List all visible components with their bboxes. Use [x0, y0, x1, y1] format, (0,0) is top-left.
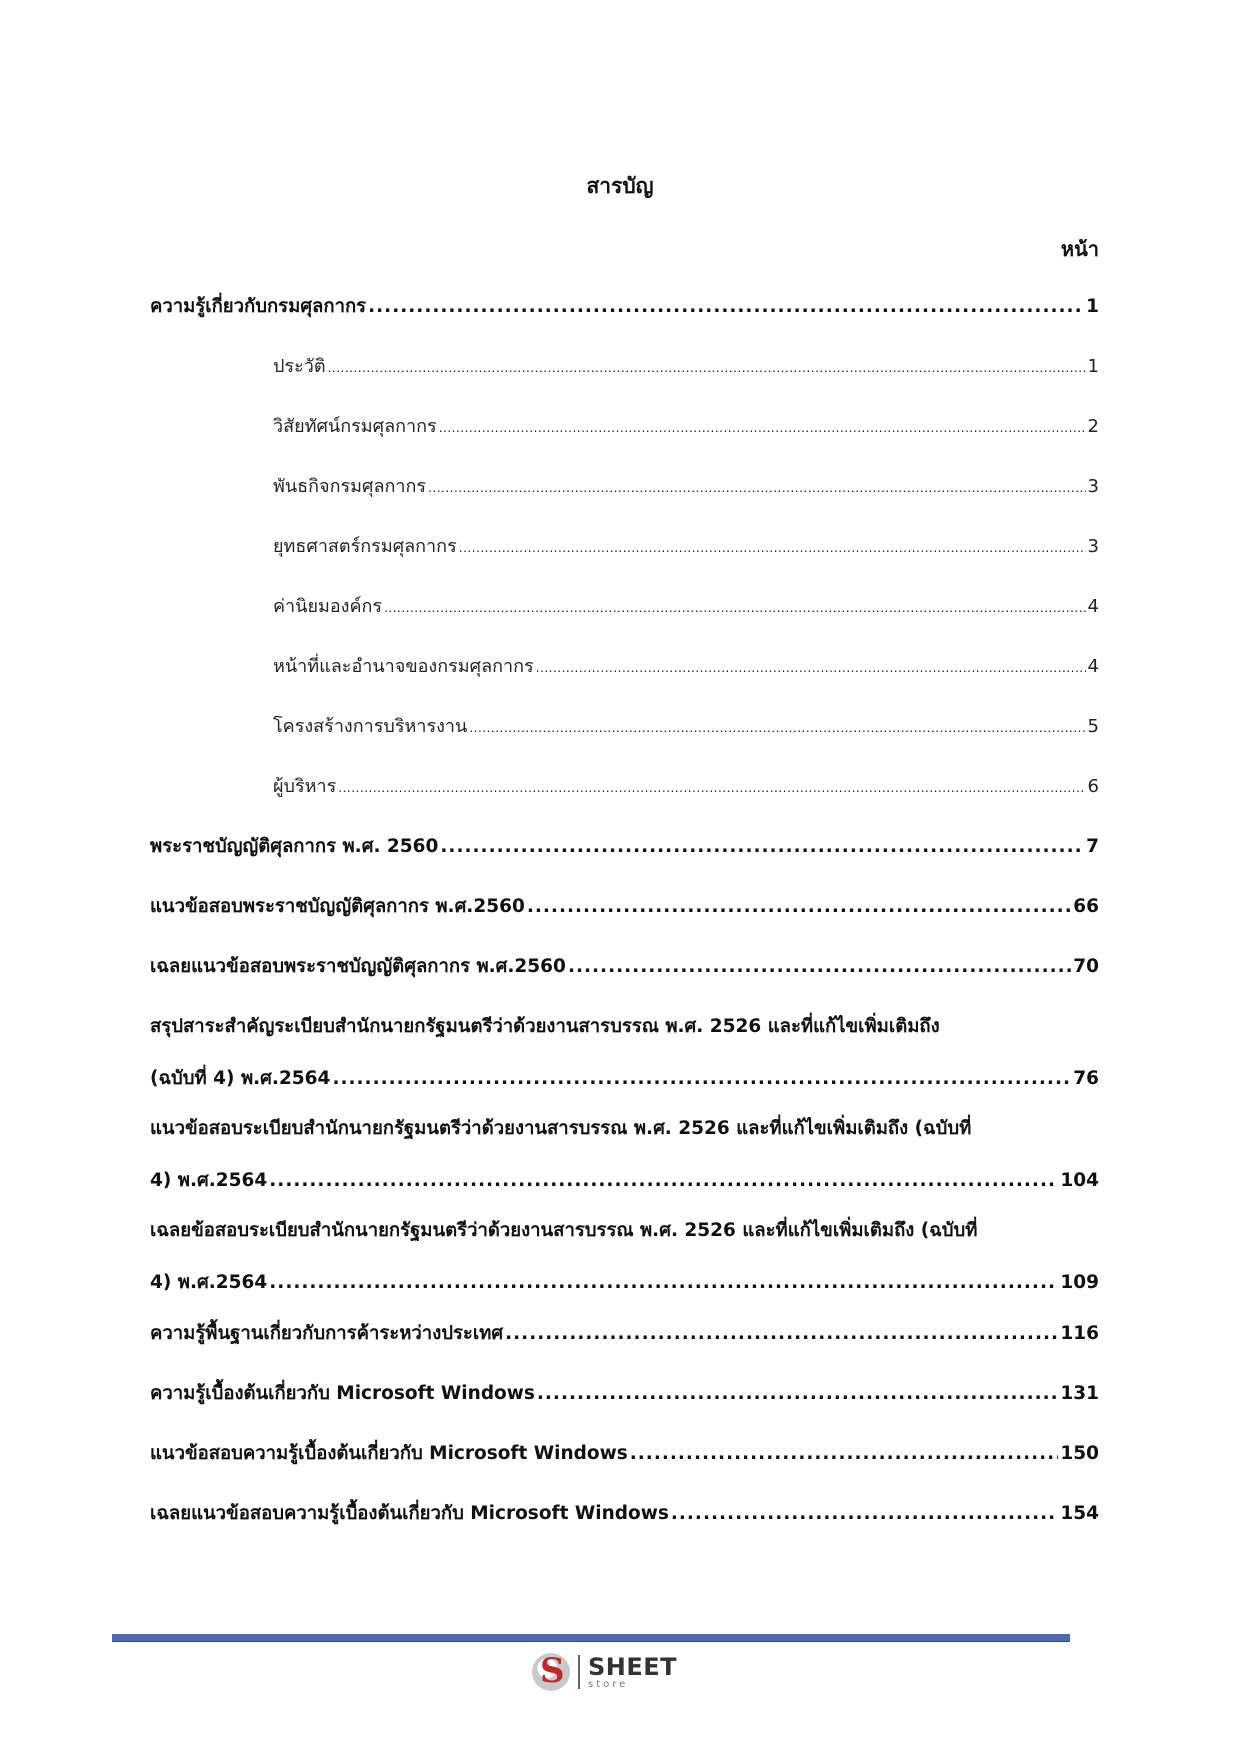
toc-entry-title: โครงสร้างการบริหารงาน — [273, 716, 468, 737]
toc-entry-title-line1: แนวข้อสอบระเบียบสำนักนายกรัฐมนตรีว่าด้วยงานสารบรรณ พ.ศ. 2526 และที่แก้ไขเพิ่มเติมถึง (ฉบับที่ — [150, 1118, 972, 1139]
toc-entry-title: ผู้บริหาร — [273, 776, 337, 797]
dot-leader — [368, 294, 1084, 320]
toc-subentry[interactable] — [150, 534, 1099, 560]
toc-entry-title: พันธกิจกรมศุลกากร — [273, 476, 427, 497]
toc-entry-title-line1: สรุปสาระสำคัญระเบียบสำนักนายกรัฐมนตรีว่าด้วยงานสารบรรณ พ.ศ. 2526 และที่แก้ไขเพิ่มเติมถึง — [150, 1016, 940, 1037]
dot-leader — [440, 834, 1084, 860]
toc-entry-page: 131 — [1060, 1383, 1099, 1404]
dot-leader — [536, 655, 1086, 681]
dot-leader — [439, 415, 1086, 441]
toc-entry-page: 154 — [1060, 1503, 1099, 1524]
toc-entry-page: 150 — [1060, 1443, 1099, 1464]
toc-entry[interactable] — [150, 954, 1099, 980]
toc-subentry[interactable] — [150, 714, 1099, 740]
toc-entry-title: ความรู้เบื้องต้นเกี่ยวกับ Microsoft Windows — [150, 1383, 535, 1404]
dot-leader — [537, 1381, 1059, 1407]
toc-entry-title: ความรู้พื้นฐานเกี่ยวกับการค้าระหว่างประเทศ — [150, 1323, 504, 1344]
toc-entry-page: 66 — [1073, 896, 1099, 917]
toc-subentry[interactable] — [150, 474, 1099, 500]
toc-entry-title: ค่านิยมองค์กร — [273, 596, 383, 617]
toc-entry-page: 109 — [1060, 1272, 1099, 1293]
toc-entry-title: แนวข้อสอบพระราชบัญญัติศุลกากร พ.ศ.2560 — [150, 896, 525, 917]
logo-word: SHEET — [588, 1652, 678, 1681]
dot-leader — [630, 1441, 1059, 1467]
toc-subentry[interactable] — [150, 774, 1099, 800]
page-title: สารบัญ — [586, 174, 654, 198]
toc-entry[interactable] — [150, 1014, 1099, 1092]
toc-entry-page: 3 — [1087, 536, 1099, 557]
toc-entry-page: 116 — [1060, 1323, 1099, 1344]
logo-subtitle: store — [588, 1678, 629, 1690]
toc-entry-title: วิสัยทัศน์กรมศุลกากร — [273, 416, 437, 437]
toc-entry-page: 1 — [1086, 296, 1099, 317]
toc-entry[interactable] — [150, 894, 1099, 920]
toc-entry-page: 7 — [1086, 836, 1099, 857]
toc-entry[interactable] — [150, 1116, 1099, 1194]
dot-leader — [568, 954, 1071, 980]
toc-entry-page: 1 — [1087, 356, 1099, 377]
footer-divider-bar — [112, 1634, 1070, 1642]
toc-entry[interactable] — [150, 1381, 1099, 1407]
toc-entry-page: 70 — [1073, 956, 1099, 977]
toc-entry[interactable] — [150, 1501, 1099, 1527]
toc-entry-page: 76 — [1073, 1068, 1099, 1089]
toc-entry-title: 4) พ.ศ.2564 — [150, 1170, 268, 1191]
toc-entry-page: 4 — [1087, 656, 1099, 677]
toc-entry-page: 4 — [1087, 596, 1099, 617]
toc-entry-title: ประวัติ — [273, 356, 326, 377]
toc-entry-page: 6 — [1087, 776, 1099, 797]
toc-entry-title: เฉลยแนวข้อสอบพระราชบัญญัติศุลกากร พ.ศ.2560 — [150, 956, 566, 977]
dot-leader — [269, 1270, 1058, 1296]
toc-entry-page: 5 — [1087, 716, 1099, 737]
dot-leader — [384, 595, 1085, 621]
logo-text — [588, 1652, 678, 1690]
toc-entry-page: 2 — [1087, 416, 1099, 437]
toc-entry[interactable] — [150, 834, 1099, 860]
toc-entry[interactable] — [150, 1218, 1099, 1296]
toc-entry-title: พระราชบัญญัติศุลกากร พ.ศ. 2560 — [150, 836, 439, 857]
sheet-store-logo — [532, 1652, 677, 1692]
toc-entry-title: แนวข้อสอบความรู้เบื้องต้นเกี่ยวกับ Microsoft Windows — [150, 1443, 628, 1464]
dot-leader — [671, 1501, 1059, 1527]
dot-leader — [505, 1321, 1058, 1347]
toc-entry-title-line1: เฉลยข้อสอบระเบียบสำนักนายกรัฐมนตรีว่าด้วยงานสารบรรณ พ.ศ. 2526 และที่แก้ไขเพิ่มเติมถึง (ฉบับที่ — [150, 1220, 978, 1241]
toc-subentry[interactable] — [150, 414, 1099, 440]
toc-entry-title: 4) พ.ศ.2564 — [150, 1272, 268, 1293]
toc-entry-page: 104 — [1060, 1170, 1099, 1191]
dot-leader — [338, 775, 1085, 801]
toc-entry[interactable] — [150, 294, 1099, 320]
toc-entry[interactable] — [150, 1321, 1099, 1347]
dot-leader — [469, 715, 1085, 741]
toc-entry-page: 3 — [1087, 476, 1099, 497]
dot-leader — [332, 1066, 1071, 1092]
toc-entry-title: ความรู้เกี่ยวกับกรมศุลกากร — [150, 296, 367, 317]
toc-entry[interactable] — [150, 1441, 1099, 1467]
dot-leader — [269, 1168, 1058, 1194]
toc-entry-title: หน้าที่และอำนาจของกรมศุลกากร — [273, 656, 534, 677]
toc-entry-title: (ฉบับที่ 4) พ.ศ.2564 — [150, 1068, 331, 1089]
dot-leader — [428, 475, 1085, 501]
toc-entry-title: เฉลยแนวข้อสอบความรู้เบื้องต้นเกี่ยวกับ Microsoft Windows — [150, 1503, 669, 1524]
toc-subentry[interactable] — [150, 594, 1099, 620]
logo-divider — [578, 1655, 580, 1689]
toc-subentry[interactable] — [150, 354, 1099, 380]
toc-entry-title: ยุทธศาสตร์กรมศุลกากร — [273, 536, 457, 557]
dot-leader — [527, 894, 1071, 920]
page-column-header: หน้า — [1060, 237, 1099, 261]
toc-subentry[interactable] — [150, 654, 1099, 680]
dot-leader — [459, 535, 1086, 561]
dot-leader — [328, 355, 1086, 381]
sheet-store-s-icon — [532, 1653, 570, 1691]
